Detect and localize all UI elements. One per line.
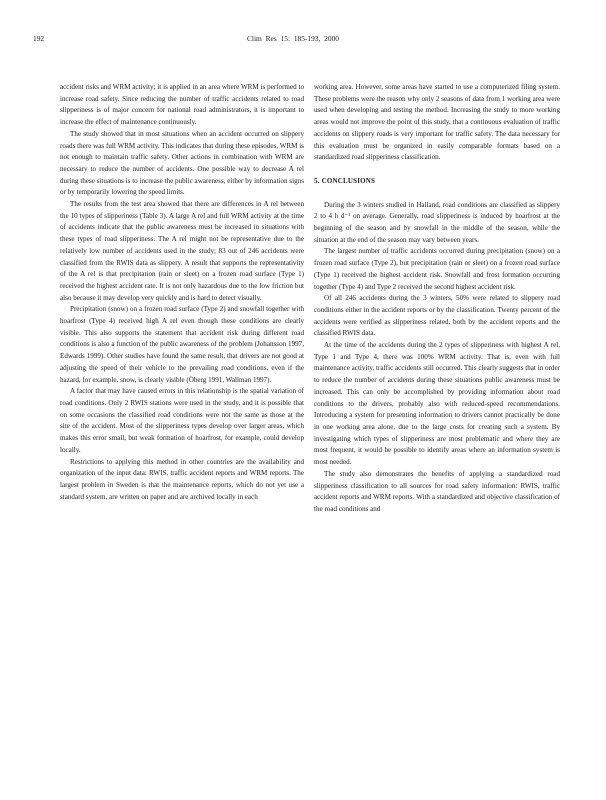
- paragraph: The study also demonstrates the benefits of applying a standardized road slipperiness classification to all sources for road safety information: RWIS, traffic accident reports and WRM reports. With a standardized and objective classification of the road conditions and: [314, 469, 560, 513]
- right-column: [314, 82, 560, 516]
- section-heading-conclusions: 5. CONCLUSIONS: [314, 176, 376, 185]
- paragraph: Precipitation (snow) on a frozen road surface (Type 2) and snowfall together with hoarfrost (Type 4) received high A rel even though these conditions are clearly visible. This also supports the statement that accident risk during different road conditions is also a function of the public awareness of the problem (Johansson 1997, Edwards 1999). Other studies have found the same result, that drivers are not good at adjusting the speed of their vehicle to the prevailing road conditions, even if the hazard, for example, snow, is clearly visible (Öberg 1991, Wallman 1997).: [60, 305, 304, 384]
- journal-citation: Clim Res 15: 185-193, 2000: [247, 34, 339, 43]
- right-column-top: [314, 82, 560, 164]
- left-column: [60, 82, 304, 503]
- paragraph: During the 3 winters studied in Halland, road conditions are classified as slippery 2 to 4 h d⁻¹ on average. Generally, road slipperiness is induced by hoarfrost at the beginning of the season and by snowfall in the middle of the season, while the situation at the end of the season may vary between years.: [314, 200, 560, 244]
- paragraph: The study showed that in most situations when an accident occurred on slippery roads there was full WRM activity. This indicates that during these episodes, WRM is not enough to maintain traffic safety. Other actions in combination with WRM are necessary to reduce the number of accidents. One possible way to decrease A rel during these situations is to increase the public awareness, either by information signs or by temporarily lowering the speed limits.: [60, 129, 304, 197]
- paragraph: The results from the test area showed that there are differences in A rel between the 10 types of slipperiness (Table 3). A large A rel and full WRM activity at the time of accidents indicate that the public awareness must be increased in situations with these types of road slipperiness. The A rel might not be representative due to the relatively low number of accidents used in the study; 83 out of 246 accidents were classified from the RWIS data as slippery. A result that supports the representativity of the A rel is that precipitation (rain or sleet) on a frozen road surface (Type 1) received the highest accident rate. It is not only hazardous due to the low friction but also because it may develop very quickly and is hard to detect visually.: [60, 200, 304, 302]
- page-number: 192: [33, 34, 45, 43]
- paragraph: A factor that may have caused errors in this relationship is the spatial variation of road conditions. Only 2 RWIS stations were used in the study, and it is possible that on some occasions the classified road conditions were not the same as those at the site of the accident. Most of the slipperiness types develop over larger areas, which makes this error small, but weak formation of hoarfrost, for example, could develop locally.: [60, 387, 304, 454]
- running-header: [0, 34, 606, 48]
- paragraph: Restrictions to applying this method in other countries are the availability and organization of the input data: RWIS, traffic accident reports and WRM reports. The largest problem in Sweden is that the maintenance reports, which do not yet use a standard system, are written on paper and are archived locally in each: [60, 457, 304, 501]
- paragraph: The largest number of traffic accidents occurred during precipitation (snow) on a frozen road surface (Type 2), but precipitation (rain or sleet) on a frozen road surface (Type 1) received the highest accident risk. Snowfall and frost formation occurring together (Type 4) and Type 2 received the second highest accident risk.: [314, 247, 560, 291]
- right-column-bottom: [314, 200, 560, 516]
- paragraph: Of all 246 accidents during the 3 winters, 50% were related to slippery road conditions either in the accident reports or by the classification. Twenty percent of the accidents were verified as slipperiness related, both by the accident reports and the classified RWIS data.: [314, 294, 560, 338]
- paragraph: working area. However, some areas have started to use a computerized filing system. These problems were the reason why only 2 seasons of data from 1 working area were used when developing and testing the method. Increasing the study to more working areas would not improve the point of this study, that a continuous evaluation of traffic accidents on slippery roads is very important for traffic safety. The data necessary for this evaluation must be organized in easily comparable formats based on a standardized road slipperiness classification.: [314, 83, 560, 162]
- paragraph: accident risks and WRM activity; it is applied in an area where WRM is performed to increase road safety. Since reducing the number of traffic accidents related to road slipperiness is of major concern for national road administrators, it is important to increase the effect of maintenance continuously.: [60, 83, 304, 127]
- paragraph: At the time of the accidents during the 2 types of slipperiness with highest A rel, Type 1 and Type 4, there was 100% WRM activity. That is, even with full maintenance activity, traffic accidents still occurred. This clearly suggests that in order to reduce the number of accidents during these situations public awareness must be increased. This can only be accomplished by providing information about road conditions to the drivers, probably also with reduced-speed recommendations. Introducing a system for presenting information to drivers cannot practically be done in one working area alone, due to the large costs for creating such a system. By investigating which types of slipperiness are most problematic and where they are most frequent, it would be possible to identify areas where an information system is most needed.: [314, 341, 560, 467]
